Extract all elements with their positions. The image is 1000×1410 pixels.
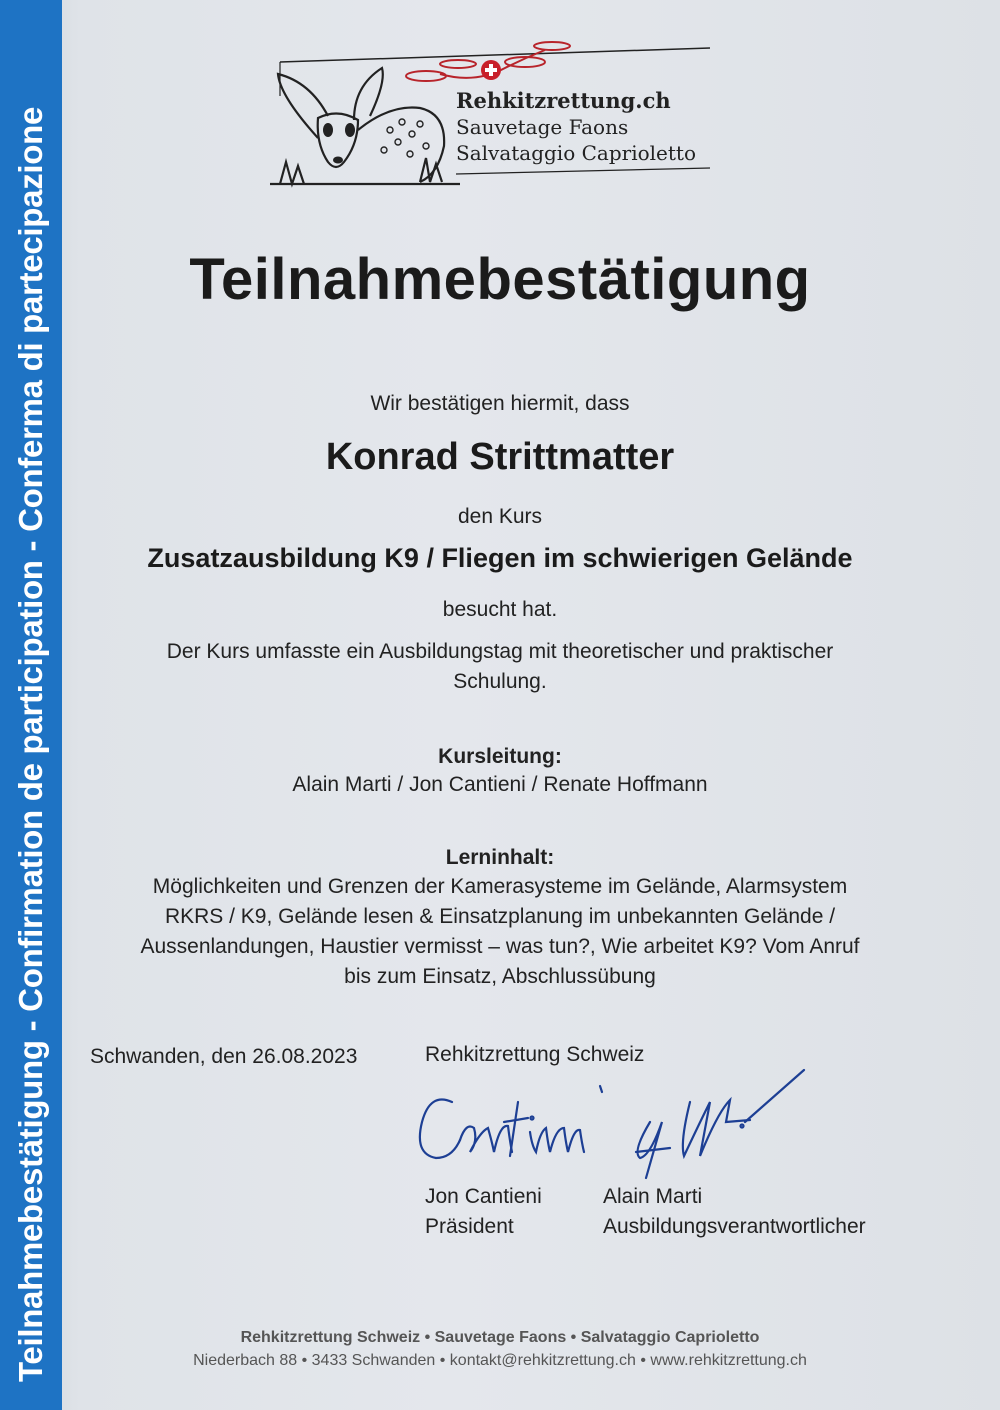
logo-line-2: Sauvetage Faons [456,115,629,139]
kursleitung-heading: Kursleitung: [438,745,562,768]
certificate-title: Teilnahmebestätigung [189,247,811,312]
lerninhalt-line: RKRS / K9, Gelände lesen & Einsatzplanung im unbekannten Gelände / [164,905,836,928]
signatory-alain-marti [603,1182,866,1242]
signatory-role: Präsident [425,1215,514,1238]
footer-contact: Niederbach 88 • 3433 Schwanden • kontakt@rehkitzrettung.ch • www.rehkitzrettung.ch [193,1352,807,1369]
lerninhalt-text [80,872,920,992]
description-line: Schulung. [453,670,547,693]
course-title: Zusatzausbildung K9 / Fliegen im schwierigen Gelände [147,543,853,573]
side-band-text: Teilnahmebestätigung - Confirmation de participation - Conferma di partecipazione [12,106,49,1382]
handwritten-signatures [400,1062,820,1182]
intro-text: Wir bestätigen hiermit, dass [370,392,630,415]
lerninhalt-heading: Lerninhalt: [445,846,555,869]
side-band [0,0,62,1410]
course-description [62,637,938,697]
lerninhalt-line: bis zum Einsatz, Abschlussübung [344,965,656,988]
signatory-role: Ausbildungsverantwortlicher [603,1215,866,1238]
footer-organizations: Rehkitzrettung Schweiz • Sauvetage Faons • Salvataggio Caprioletto [240,1329,760,1346]
signatory-name: Alain Marti [603,1185,703,1208]
participant-name: Konrad Strittmatter [325,436,675,478]
signatory-name: Jon Cantieni [425,1185,542,1208]
signatory-jon-cantieni [425,1182,542,1242]
logo-line-1: Rehkitzrettung.ch [456,88,671,113]
lerninhalt-line: Aussenlandungen, Haustier vermisst – was tun?, Wie arbeitet K9? Vom Anruf [140,935,860,958]
lerninhalt-line: Möglichkeiten und Grenzen der Kamerasysteme im Gelände, Alarmsystem [152,875,848,898]
visited-text: besucht hat. [442,598,558,621]
place-date: Schwanden, den 26.08.2023 [90,1045,358,1068]
description-line: Der Kurs umfasste ein Ausbildungstag mit theoretischer und praktischer [166,640,834,663]
logo-line-3: Salvataggio Caprioletto [456,141,696,165]
kursleitung-names: Alain Marti / Jon Cantieni / Renate Hoffmann [292,773,708,796]
course-intro-text: den Kurs [457,505,543,528]
logo-text [456,88,696,166]
organization-name: Rehkitzrettung Schweiz [425,1043,645,1066]
